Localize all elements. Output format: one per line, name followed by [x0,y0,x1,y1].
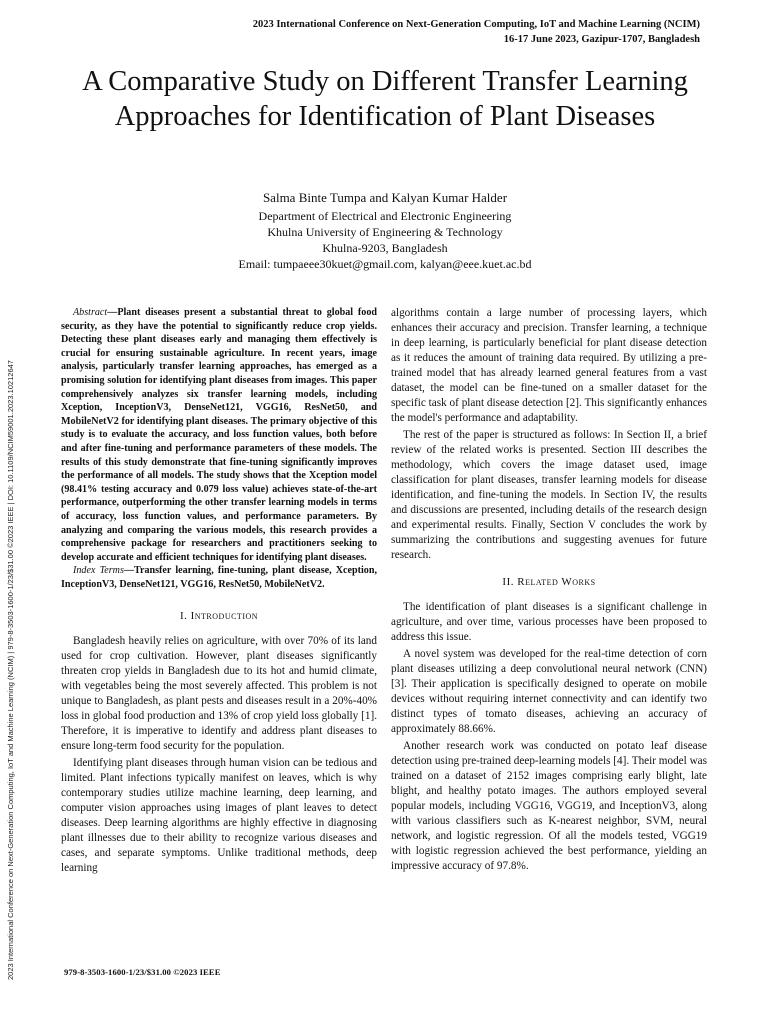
left-column [61,306,377,876]
author-city: Khulna-9203, Bangladesh [322,241,448,255]
doi-side-strip: 2023 International Conference on Next-Generation Computing, IoT and Machine Learning (NCIM) | 979-8-3503-1600-1/23/$31.00 ©2023 IEEE | DOI: 10.1109/NCIM59001.2023.10212647 [6,360,15,980]
conference-header [140,17,700,47]
index-terms [61,564,377,591]
intro-paragraph-1: Bangladesh heavily relies on agriculture, with over 70% of its land used for crop cultivation. However, plant diseases significantly threaten crop yields in Bangladesh due to its hot and humid climate, with vegetables being the most severely affected. This problem is not unique to Bangladesh, as plant pests and diseases result in a 20%-40% loss in global food production and 13% of crop yield loss globally [1]. Therefore, it is imperative to identify and address plant diseases to ensure long-term food security for the population. [61,635,377,753]
intro-continued-paragraph: algorithms contain a large number of processing layers, which enhances their accuracy and precision. Transfer learning, a technique in deep learning, is particularly beneficial for plant disease detection as it reduces the amount of training data required. By utilizing a pre-trained model that has already learned general features from a vast dataset, the model can be fine-tuned on a smaller dataset for the specific task of plant disease detection [2]. This significantly enhances the model's performance and adaptability. [391,307,707,424]
abstract-label: Abstract [73,307,108,318]
author-department: Department of Electrical and Electronic Engineering [258,209,512,223]
index-terms-label: Index Terms [73,565,124,577]
related-works-heading: II. Related Works [502,576,596,588]
footer-copyright: 979-8-3503-1600-1/23/$31.00 ©2023 IEEE [64,967,221,977]
paper-structure-paragraph: The rest of the paper is structured as follows: In Section II, a brief review of the related works is presented. Section III describes the methodology, which covers the image dataset used, image classification for plant diseases, transfer learning models for disease identification, and fine-tuning the models. In Section IV, the results and discussions are presented, including details of the research design and experimental results. Finally, Section V concludes the work by summarizing the contributions and suggesting avenues for future research. [391,429,707,561]
author-block [100,190,670,272]
abstract [61,306,377,564]
conference-name: 2023 International Conference on Next-Generation Computing, IoT and Machine Learning (NCIM) [252,19,700,30]
index-terms-text: —Transfer learning, fine-tuning, plant disease, Xception, InceptionV3, DenseNet121, VGG16, ResNet50, MobileNetV2. [61,565,377,590]
related-paragraph-2: A novel system was developed for the real-time detection of corn plant diseases utilizing a deep convolutional neural network (CNN) [3]. Their application is specifically designed to operate on mobile devices without requiring internet connectivity and can identify two distinct types of tomato diseases, achieving an accuracy of approximately 88.66%. [391,648,707,735]
intro-heading: I. Introduction [179,610,259,623]
related-paragraph-3: Another research work was conducted on potato leaf disease detection using pre-trained deep-learning models [4]. Their model was trained on a dataset of 2152 images comprising early blight, late blight, and healthy potato images. The authors employed several popular models, including VGG16, VGG19, and InceptionV3, along with various classifiers such as K-nearest neighbor, SVM, neural network, and logistic regression. Of all the models tested, VGG19 with logistic regression achieved the best performance, yielding an impressive accuracy of 97.8%. [391,740,707,872]
right-column [391,306,707,874]
author-names: Salma Binte Tumpa and Kalyan Kumar Halder [262,190,508,205]
intro-paragraph-2: Identifying plant diseases through human vision can be tedious and limited. Plant infections typically manifest on leaves, which is why contemporary studies utilize machine learning, deep learning, and computer vision approaches using images of plant leaves to detect diseases. Deep learning algorithms are highly effective in diagnosing plant illnesses due to their ability to recognize various diseases and cases, and separate symptoms. Unlike traditional methods, deep learning [61,757,377,875]
related-paragraph-1: The identification of plant diseases is a significant challenge in agriculture, and over time, various processes have been proposed to address this issue. [391,601,707,643]
paper-title: A Comparative Study on Different Transfer Learning Approaches for Identification of Plant Diseases [82,66,688,132]
conference-date-location: 16-17 June 2023, Gazipur-1707, Bangladesh [503,34,700,45]
author-email: Email: tumpaeee30kuet@gmail.com, kalyan@eee.kuet.ac.bd [238,257,532,271]
abstract-text: —Plant diseases present a substantial threat to global food security, as they have the potential to significantly reduce crop yields. Detecting these plant diseases early and managing them effectively is crucial for ensuring sustainable agriculture. In recent years, image analysis, particularly transfer learning approaches, has emerged as a promising solution for identifying plant diseases from images. This paper comprehensively analyzes six transfer learning models, including Xception, InceptionV3, DenseNet121, VGG16, ResNet50, and MobileNetV2 for identifying plant diseases. The primary objective of this study is to evaluate the accuracy, and loss function values, both before and after fine-tuning and performance parameters of these models. The results of this study demonstrate that fine-tuning significantly improves the performance of all models. The study shows that the Xception model (98.41% testing accuracy and 0.079 loss value) achieves state-of-the-art performance, outperforming the other transfer learning models in terms of accuracy, loss function values, and performance parameters. By analyzing and comparing the various models, this research provides a comprehensive package for researchers and practitioners seeking to develop accurate and efficient techniques for identifying plant diseases. [61,307,377,563]
author-university: Khulna University of Engineering & Technology [267,225,503,239]
